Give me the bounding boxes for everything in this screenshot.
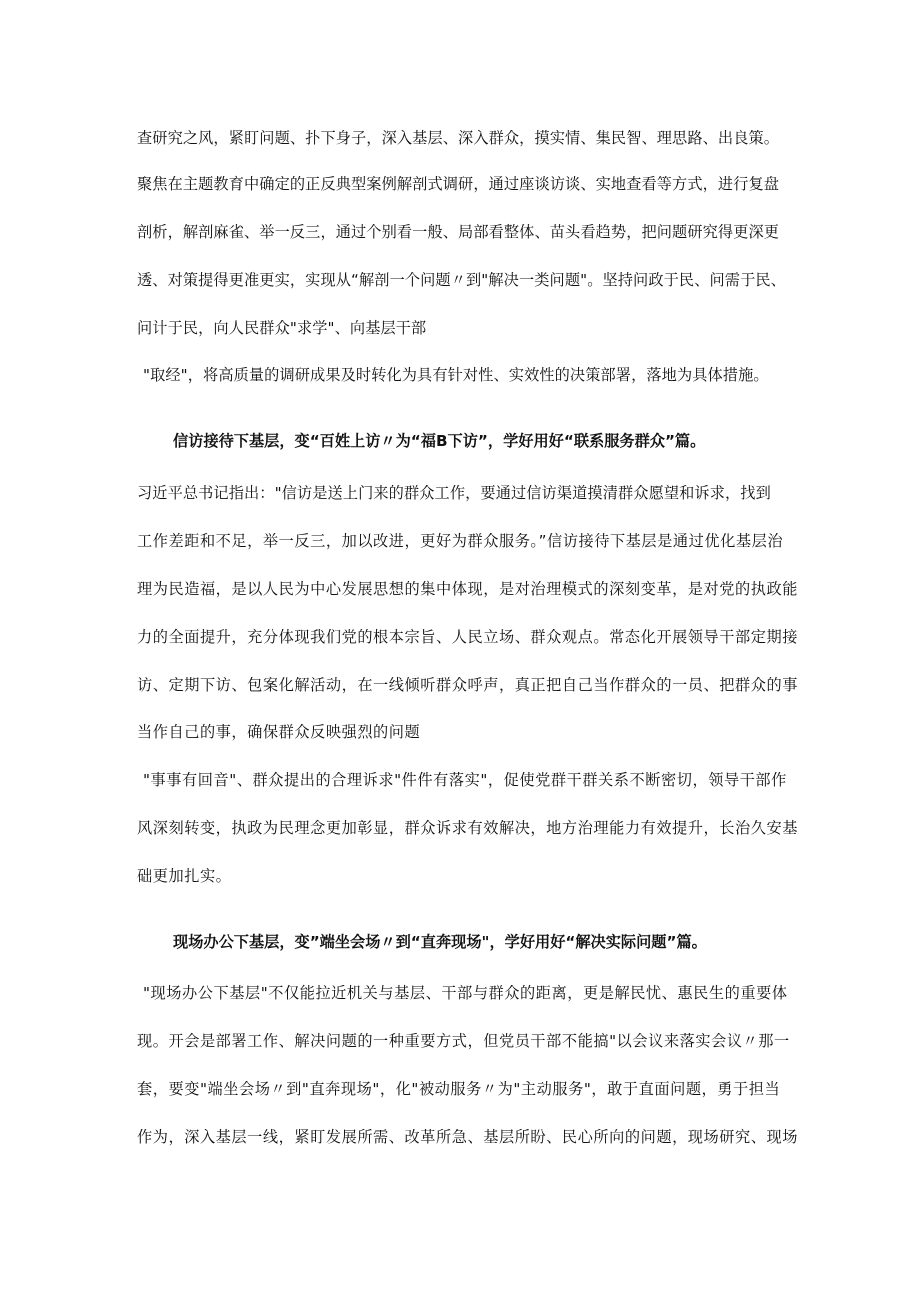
body-line: 现。开会是部署工作、解决问题的一种重要方式，但党员干部不能搞"以会议来落实会议〃那一	[137, 1032, 790, 1050]
body-line: 当作自己的事，确保群众反映强烈的问题	[137, 723, 421, 741]
body-line: 风深刻转变，执政为民理念更加彰显，群众诉求有效解决，地方治理能力有效提升，长治久安基	[137, 819, 798, 837]
body-line: 剖析，解剖麻雀、举一反三，通过个别看一般、局部看整体、苗头看趋势，把问题研究得更深更	[137, 223, 780, 241]
body-line: 聚焦在主题教育中确定的正反典型案例解剖式调研，通过座谈访谈、实地查看等方式，进行复盘	[137, 175, 780, 193]
body-line: "事事有回音"、群众提出的合理诉求"件件有落实"，促使党群干群关系不断密切，领导干部作	[143, 771, 787, 789]
body-line: "现场办公下基层"不仅能拉近机关与基层、干部与群众的距离，更是解民忧、惠民生的重要体	[143, 984, 788, 1002]
section-heading: 信访接待下基层，变“百姓上访〃为“福B下访”，学好用好“联系服务群众”篇。	[173, 432, 706, 450]
body-line: 工作差距和不足，举一反三，加以改进，更好为群众服务。”信访接待下基层是通过优化基层治	[137, 532, 784, 550]
body-line: 问计于民，向人民群众"求学"、向基层干部	[137, 319, 427, 337]
body-line: 力的全面提升，充分体现我们党的根本宗旨、人民立场、群众观点。常态化开展领导干部定期接	[137, 628, 798, 646]
body-line: 透、对策提得更准更实，实现从“解剖一个问题〃到"解决一类问题"。坚持问政于民、问需于民、	[137, 271, 786, 289]
body-line: 理为民造福，是以人民为中心发展思想的集中体现，是对治理模式的深刻变革，是对党的执政能	[137, 580, 798, 598]
body-line: 访、定期下访、包案化解活动，在一线倾听群众呼声，真正把自己当作群众的一员、把群众的事	[137, 676, 798, 694]
body-line: "取经"，将高质量的调研成果及时转化为具有针对性、实效性的决策部署，落地为具体措施。	[143, 366, 769, 384]
body-line: 础更加扎实。	[137, 867, 232, 885]
body-line: 作为，深入基层一线，紧盯发展所需、改革所急、基层所盼、民心所向的问题，现场研究、现场	[137, 1128, 798, 1146]
body-line: 查研究之风，紧盯问题、扑下身子，深入基层、深入群众，摸实情、集民智、理思路、出良策。	[137, 129, 780, 147]
section-heading: 现场办公下基层，变”端坐会场〃到“直奔现场"，学好用好“解决实际问题”篇。	[173, 933, 707, 951]
body-line: 套，要变"端坐会场〃到"直奔现场"，化"被动服务〃为"主动服务"，敢于直面问题，勇于担当	[137, 1080, 781, 1098]
body-line: 习近平总书记指出："信访是送上门来的群众工作，要通过信访渠道摸清群众愿望和诉求，找到	[137, 484, 771, 502]
